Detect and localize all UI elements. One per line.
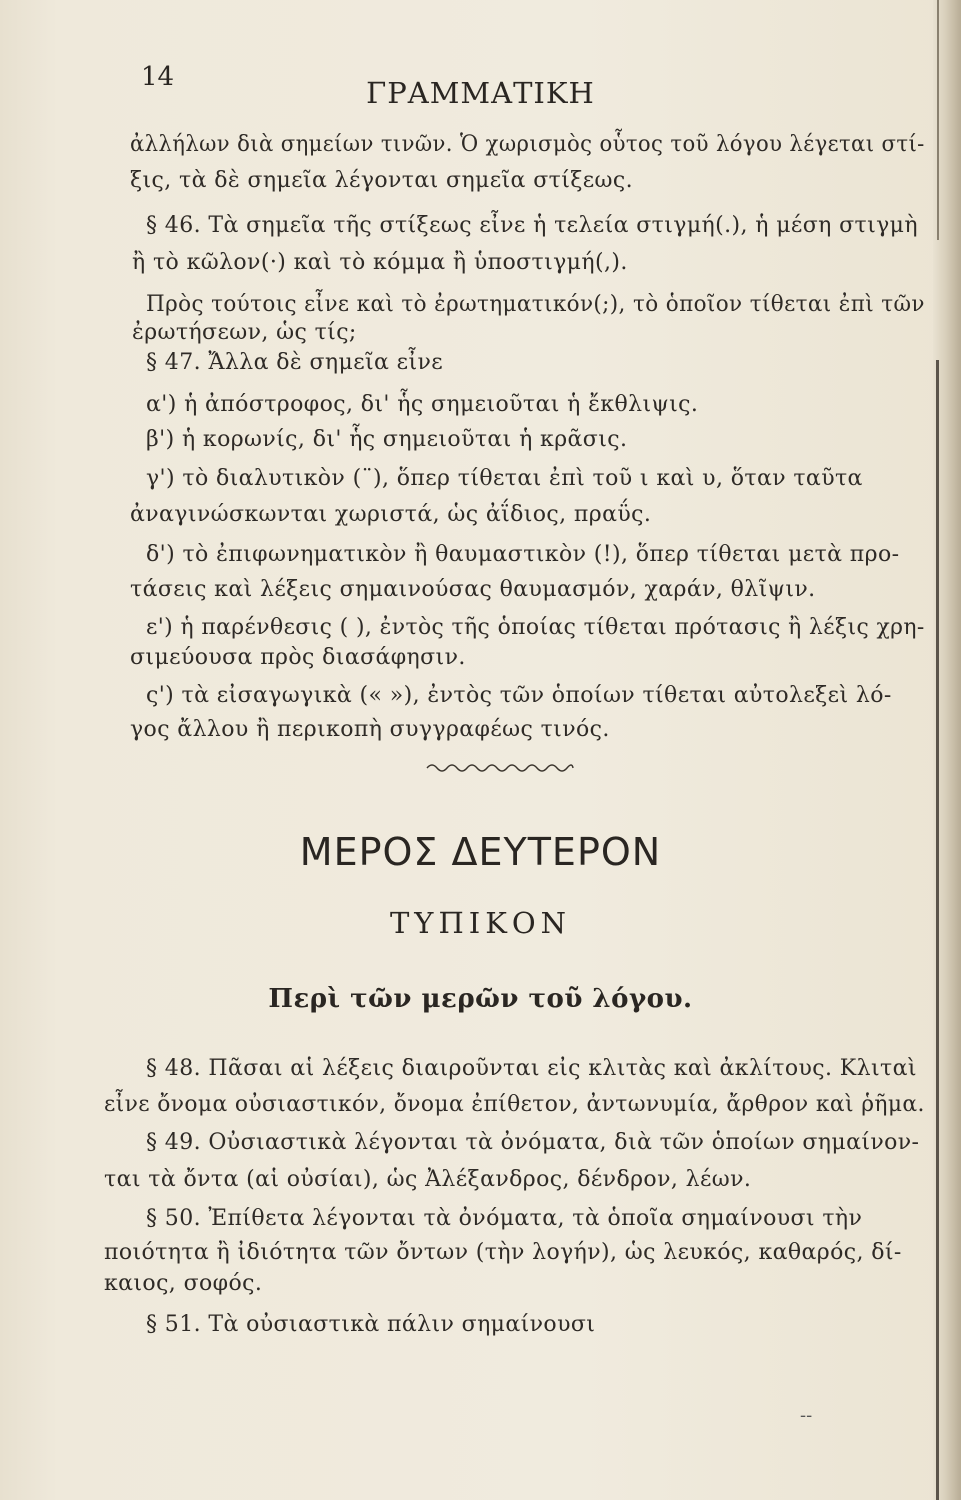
running-head: ΓΡΑΜΜΑΤΙΚΗ <box>366 76 595 110</box>
text-line: γος ἄλλου ἢ περικοπὴ συγγραφέως τινός. <box>130 717 610 742</box>
text-line: ε') ἡ παρένθεσις ( ), ἐντὸς τῆς ὁποίας τίθεται πρότασις ἢ λέξις χρη- <box>146 615 925 640</box>
text-line: ς') τὰ εἰσαγωγικὰ (« »), ἐντὸς τῶν ὁποίων τίθεται αὐτολεξεὶ λό- <box>146 683 892 708</box>
text-line: τάσεις καὶ λέξεις σημαινούσας θαυμασμόν, χαράν, θλῖψιν. <box>130 577 816 602</box>
text-line: δ') τὸ ἐπιφωνηματικὸν ἢ θαυμαστικὸν (!), ὅπερ τίθεται μετὰ προ- <box>146 542 900 567</box>
wavy-divider-ornament <box>425 760 575 776</box>
text-line: § 51. Τὰ οὐσιαστικὰ πάλιν σημαίνουσι <box>146 1312 596 1337</box>
stray-pencil-mark: ‐‑ <box>800 1405 813 1426</box>
page-number: 14 <box>141 62 175 92</box>
text-line: ἐρωτήσεων, ὡς τίς; <box>132 320 357 345</box>
text-line: Πρὸς τούτοις εἶνε καὶ τὸ ἐρωτηματικόν(;), τὸ ὁποῖον τίθεται ἐπὶ τῶν <box>146 292 925 317</box>
text-line: § 49. Οὐσιαστικὰ λέγονται τὰ ὀνόματα, διὰ τῶν ὁποίων σημαίνον- <box>146 1130 920 1155</box>
text-line: εἶνε ὄνομα οὐσιαστικόν, ὄνομα ἐπίθετον, ἀντωνυμία, ἄρθρον καὶ ῥῆμα. <box>104 1092 925 1117</box>
text-line: α') ἡ ἀπόστροφος, δι' ἧς σημειοῦται ἡ ἔκθλιψις. <box>146 392 699 417</box>
text-line: ξις, τὰ δὲ σημεῖα λέγονται σημεῖα στίξεως. <box>130 168 633 193</box>
section-title: Περὶ τῶν μερῶν τοῦ λόγου. <box>268 984 693 1014</box>
text-line: § 46. Τὰ σημεῖα τῆς στίξεως εἶνε ἡ τελεία στιγμή(.), ἡ μέση στιγμὴ <box>146 213 918 238</box>
text-line: ἀλλήλων διὰ σημείων τινῶν. Ὁ χωρισμὸς οὗτος τοῦ λόγου λέγεται στί- <box>130 132 925 157</box>
text-line: § 50. Ἐπίθετα λέγονται τὰ ὀνόματα, τὰ ὁποῖα σημαίνουσι τὴν <box>146 1206 863 1231</box>
text-line: ται τὰ ὄντα (αἱ οὐσίαι), ὡς Ἀλέξανδρος, δένδρον, λέων. <box>104 1167 752 1192</box>
text-line: ἀναγινώσκωνται χωριστά, ὡς ἀΐδιος, πραΰς. <box>130 502 652 527</box>
text-line: § 47. Ἄλλα δὲ σημεῖα εἶνε <box>146 350 444 375</box>
part-title: ΜΕΡΟΣ ΔΕΥΤΕΡΟΝ <box>299 830 662 874</box>
part-subtitle: ΤΥΠΙΚΟΝ <box>389 906 572 940</box>
text-line: σιμεύουσα πρὸς διασάφησιν. <box>130 645 466 670</box>
margin-rule-top <box>937 0 939 240</box>
text-line: ποιότητα ἢ ἰδιότητα τῶν ὄντων (τὴν λογήν), ὡς λευκός, καθαρός, δί- <box>104 1240 902 1265</box>
text-line: γ') τὸ διαλυτικὸν (¨), ὅπερ τίθεται ἐπὶ τοῦ ι καὶ υ, ὅταν ταῦτα <box>146 466 863 491</box>
text-line: β') ἡ κορωνίς, δι' ἧς σημειοῦται ἡ κρᾶσις. <box>146 427 628 452</box>
text-line: ἢ τὸ κῶλον(·) καὶ τὸ κόμμα ἢ ὑποστιγμή(,). <box>132 250 628 275</box>
text-line: § 48. Πᾶσαι αἱ λέξεις διαιροῦνται εἰς κλιτὰς καὶ ἀκλίτους. Κλιταὶ <box>146 1056 917 1081</box>
text-line: καιος, σοφός. <box>104 1271 263 1296</box>
